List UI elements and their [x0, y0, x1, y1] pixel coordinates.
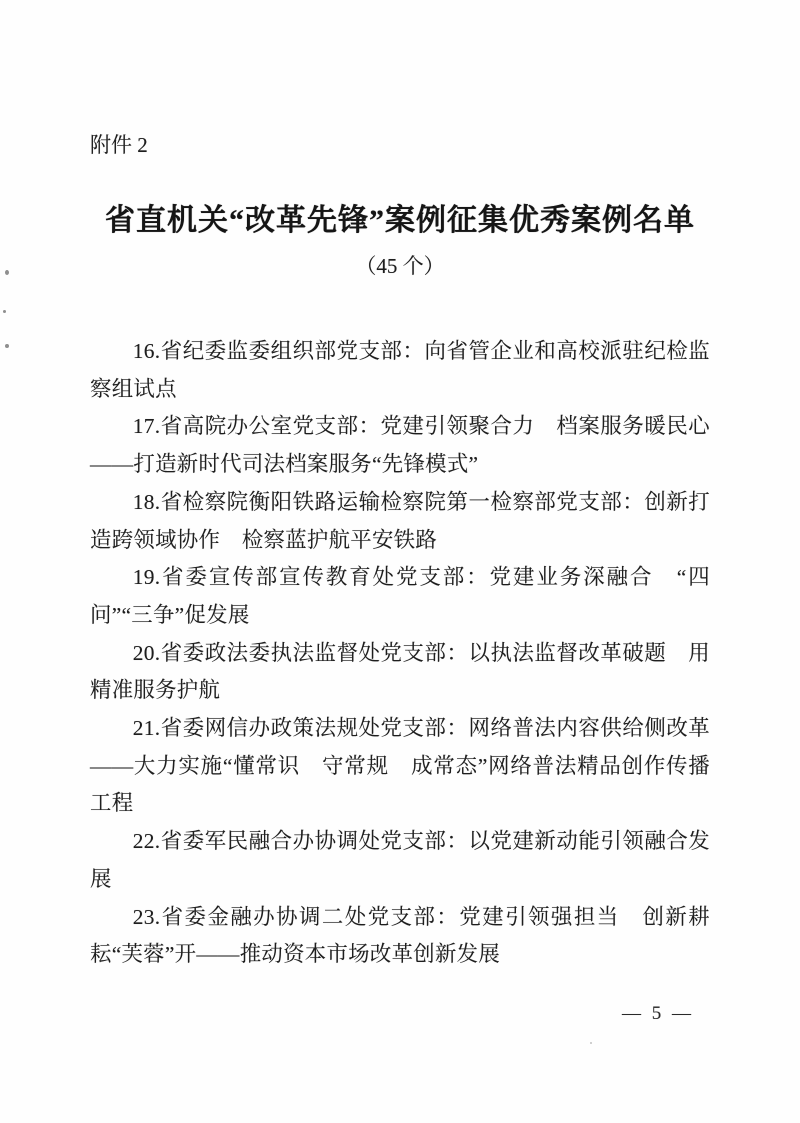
page-number: — 5 —	[622, 1003, 694, 1024]
document-title: 省直机关“改革先锋”案例征集优秀案例名单	[105, 204, 695, 237]
list-item: 19.省委宣传部宣传教育处党支部：党建业务深融合 “四问”“三争”促发展	[90, 565, 710, 627]
scan-speck	[5, 344, 9, 348]
list-item: 18.省检察院衡阳铁路运输检察院第一检察部党支部：创新打造跨领域协作 检察蓝护航平安铁路	[90, 489, 710, 552]
case-list	[90, 333, 710, 974]
list-item: 17.省高院办公室党支部：党建引领聚合力 档案服务暖民心——打造新时代司法档案服务“先锋模式”	[90, 414, 710, 477]
scan-speck	[5, 270, 9, 275]
list-item: 16.省纪委监委组织部党支部：向省管企业和高校派驻纪检监察组试点	[90, 339, 710, 401]
scan-speck	[590, 1042, 592, 1044]
case-count-note: （45 个）	[355, 254, 445, 278]
attachment-label: 附件 2	[90, 133, 148, 157]
scan-speck	[3, 310, 6, 313]
list-item: 21.省委网信办政策法规处党支部：网络普法内容供给侧改革——大力实施“懂常识 守常规 成常态”网络普法精品创作传播工程	[90, 716, 710, 816]
list-item: 20.省委政法委执法监督处党支部：以执法监督改革破题 用精准服务护航	[90, 640, 710, 703]
list-item: 22.省委军民融合办协调处党支部：以党建新动能引领融合发展	[90, 829, 710, 891]
list-item: 23.省委金融办协调二处党支部：党建引领强担当 创新耕耘“芙蓉”开——推动资本市场改革创新发展	[90, 904, 710, 967]
